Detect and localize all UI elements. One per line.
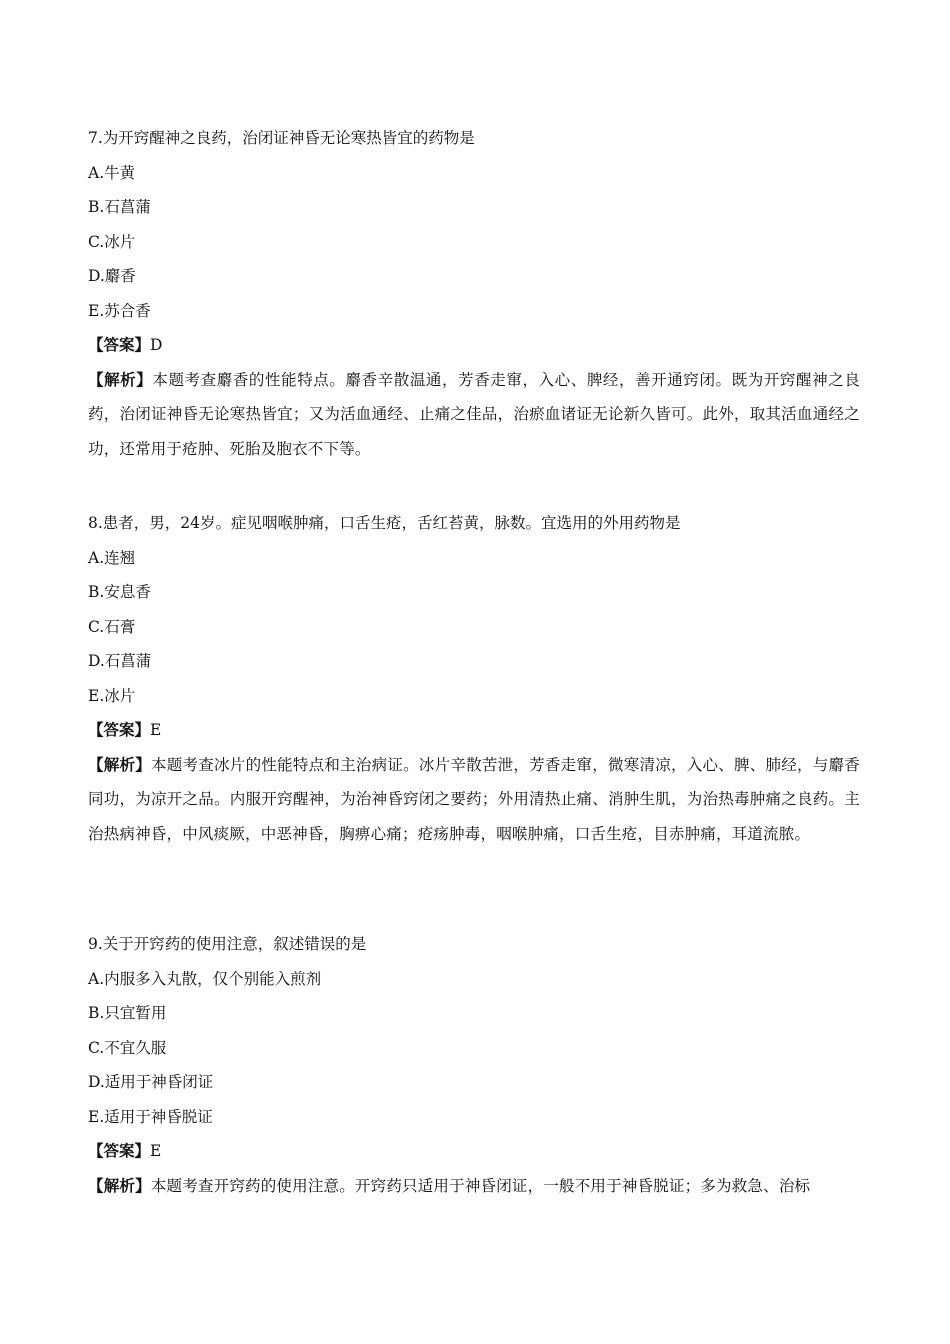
explanation-label: 【解析】 — [88, 754, 152, 774]
explanation-text: 本题考查冰片的性能特点和主治病证。冰片辛散苦泄，芳香走窜，微寒清凉，入心、脾、肺经，与麝香同功，为凉开之品。内服开窍醒神，为治神昏窍闭之要药；外用清热止痛、消肿生肌，为治热毒肿痛之良药。主治热病神昏，中风痰厥，中恶神昏，胸痹心痛；疮疡肿毒，咽喉肿痛，口舌生疮，目赤肿痛，耳道流脓。 — [88, 755, 860, 843]
answer-label: 【答案】 — [88, 720, 151, 739]
answer-line — [88, 1134, 860, 1169]
option-d: D.适用于神昏闭证 — [88, 1073, 214, 1091]
option-b: B.石菖蒲 — [88, 198, 151, 216]
option-e: E.苏合香 — [88, 301, 151, 320]
answer-label: 【答案】 — [88, 335, 151, 354]
option-a: A.牛黄 — [88, 163, 136, 182]
question-stem: 9.关于开窍药的使用注意，叙述错误的是 — [88, 935, 367, 953]
explanation-text: 本题考查麝香的性能特点。麝香辛散温通，芳香走窜，入心、脾经，善开通窍闭。既为开窍醒神之良药，治闭证神昏无论寒热皆宜；又为活血通经、止痛之佳品，治瘀血诸证无论新久皆可。此外，取其活血通经之功，还常用于疮肿、死胎及胞衣不下等。 — [88, 370, 860, 458]
question-stem: 7.为开窍醒神之良药，治闭证神昏无论寒热皆宜的药物是 — [88, 129, 475, 147]
explanation — [88, 748, 860, 852]
answer-value: D — [150, 336, 163, 354]
explanation-label: 【解析】 — [88, 1175, 151, 1195]
option-a: A.内服多入丸散，仅个别能入煎剂 — [88, 969, 322, 988]
option-e: E.冰片 — [88, 686, 136, 705]
option-c: C.石膏 — [88, 617, 136, 636]
explanation — [88, 363, 860, 467]
question-7 — [88, 121, 860, 466]
option-b: B.只宜暂用 — [88, 1004, 167, 1022]
option-c: C.冰片 — [88, 232, 136, 251]
answer-line — [88, 713, 860, 748]
question-8 — [88, 506, 860, 851]
option-c: C.不宜久服 — [88, 1038, 167, 1057]
option-a: A.连翘 — [88, 548, 136, 567]
answer-value: E — [150, 721, 162, 739]
answer-label: 【答案】 — [88, 1141, 151, 1160]
option-d: D.石菖蒲 — [88, 652, 152, 670]
option-e: E.适用于神昏脱证 — [88, 1107, 213, 1126]
option-b: B.安息香 — [88, 583, 151, 601]
question-stem: 8.患者，男，24岁。症见咽喉肿痛，口舌生疮，舌红苔黄，脉数。宜选用的外用药物是 — [88, 514, 681, 532]
option-d: D.麝香 — [88, 267, 136, 285]
answer-value: E — [150, 1142, 162, 1160]
explanation-label: 【解析】 — [88, 369, 153, 389]
question-9 — [88, 927, 860, 1203]
answer-line — [88, 328, 860, 363]
explanation-text: 本题考查开窍药的使用注意。开窍药只适用于神昏闭证，一般不用于神昏脱证；多为救急、治标 — [150, 1176, 811, 1195]
explanation — [88, 1169, 860, 1204]
